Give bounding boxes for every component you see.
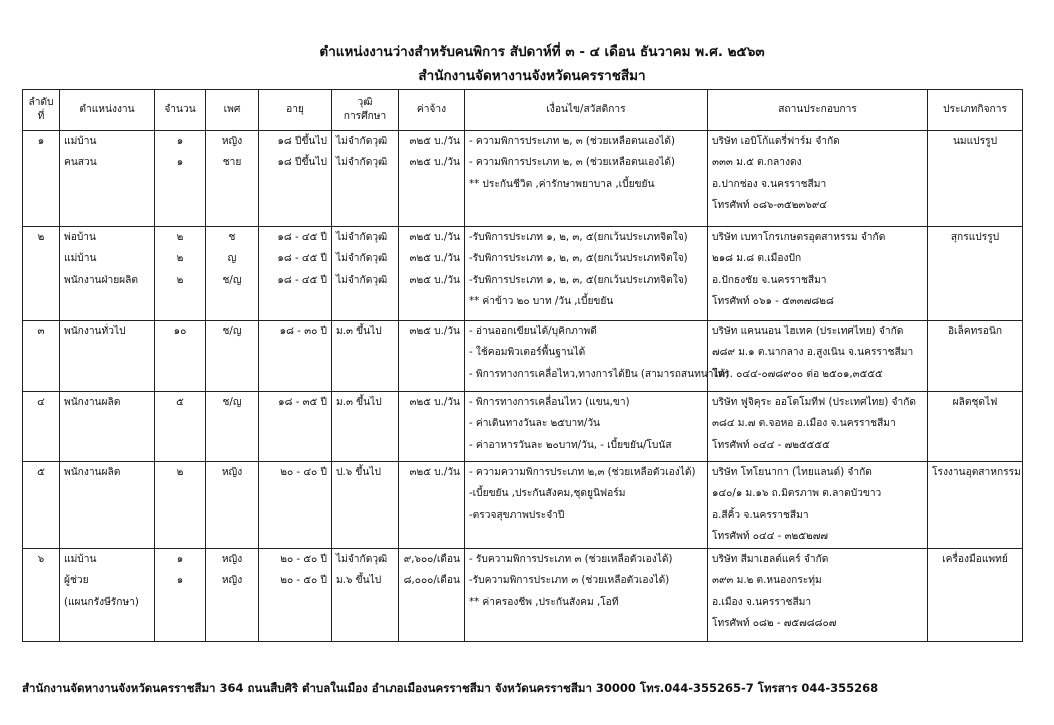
cell-wage xyxy=(399,321,465,392)
cell-line: หญิง xyxy=(221,467,243,478)
cell-count xyxy=(155,462,206,549)
cell-education xyxy=(332,321,399,392)
cell-line: ๓๒๕ บ./วัน xyxy=(409,274,460,286)
cell-line: ๑๘ - ๓๐ ปี xyxy=(279,326,327,337)
cell-education xyxy=(332,549,399,642)
cell-line: ม.๖ ขึ้นไป xyxy=(336,575,382,587)
cell-line: - รับความพิการประเภท ๓ (ช่วยเหลือตัวเองได้) xyxy=(469,554,673,565)
cell-line: ม.๓ ขึ้นไป xyxy=(336,397,382,408)
cell-wage xyxy=(399,131,465,227)
cell-line: ช xyxy=(228,232,236,243)
cell-line: ๑ xyxy=(37,136,45,147)
cell-position xyxy=(60,131,155,227)
cell-line: ๓๓๓ ม.๕ ต.กลางดง xyxy=(712,157,802,169)
cell-line: ๑๘ - ๓๕ ปี xyxy=(278,397,327,408)
cell-line: ** ค่าครองชีพ ,ประกันสังคม ,โอที xyxy=(469,596,619,608)
cell-count xyxy=(155,549,206,642)
cell-line: อิเล็คทรอนิก xyxy=(947,326,1003,337)
cell-position xyxy=(60,549,155,642)
cell-line: ไม่จำกัดวุฒิ xyxy=(336,253,388,265)
cell-line: ๓๒๕ บ./วัน xyxy=(409,397,460,408)
cell-conditions xyxy=(465,462,708,549)
cell-line: ๓๘๔ ม.๗ ต.จอหอ อ.เมือง จ.นครราชสีมา xyxy=(712,418,896,430)
footer-address: สำนักงานจัดหางานจังหวัดนครราชสีมา 364 ถนนสืบศิริ ตำบลในเมือง อำเภอเมืองนครราชสีมา จังหวัดนครราชสีมา 30000 โทร.044-355265-7 โทรสาร 044-355268 xyxy=(22,681,879,695)
cell-line: พนักงานผลิต xyxy=(64,397,121,408)
cell-line: โทรศัพท์ ๐๘๖-๓๕๒๓๖๙๔ xyxy=(712,200,828,212)
cell-line: โรงงานอุตสาหกรรม xyxy=(932,467,1021,478)
cell-position xyxy=(60,392,155,462)
cell-line: ๓๒๕ บ./วัน xyxy=(409,326,460,337)
cell-education xyxy=(332,462,399,549)
cell-business xyxy=(928,549,1023,642)
cell-conditions xyxy=(465,392,708,462)
cell-line: ๓๒๕ บ./วัน xyxy=(409,467,460,478)
cell-line: - ความพิการประเภท ๒, ๓ (ช่วยเหลือตนเองได้) xyxy=(469,157,675,169)
cell-line: ๑๐ xyxy=(173,326,187,337)
cell-line: โทรศัพท์ ๐๔๔ - ๓๒๕๒๗๗ xyxy=(712,531,829,543)
cell-line: ๑๘ - ๔๕ ปี xyxy=(277,253,327,265)
cell-line: แม่บ้าน xyxy=(64,136,97,147)
table-row xyxy=(23,462,1023,549)
cell-line: หญิง xyxy=(221,554,243,565)
cell-line: ม.๓ ขึ้นไป xyxy=(336,326,382,337)
cell-line: ๖ xyxy=(37,554,45,565)
cell-count xyxy=(155,227,206,321)
cell-line: ๑ xyxy=(176,554,184,565)
cell-no xyxy=(23,392,60,462)
cell-line: ๘,๐๐๐/เดือน xyxy=(403,575,460,587)
table-row xyxy=(23,392,1023,462)
cell-business xyxy=(928,462,1023,549)
cell-line: อ.ปักธงชัย จ.นครราชสีมา xyxy=(712,274,827,286)
cell-line: บริษัท โทโยนากา (ไทยแลนด์) จำกัด xyxy=(712,467,872,478)
cell-line: ๑ xyxy=(176,136,184,147)
cell-sex xyxy=(206,392,259,462)
cell-age xyxy=(259,392,332,462)
cell-line: ๙,๖๐๐/เดือน xyxy=(403,554,460,565)
cell-sex xyxy=(206,227,259,321)
cell-line: ๑๘ - ๔๕ ปี xyxy=(277,274,327,286)
cell-line: ไม่จำกัดวุฒิ xyxy=(336,157,388,169)
cell-business xyxy=(928,321,1023,392)
cell-company xyxy=(708,392,928,462)
cell-line: โทรศัพท์ ๐๖๑ - ๕๓๓๗๘๒๘ xyxy=(712,296,834,308)
cell-line: - พิการทางการเคลื่อไหว,ทางการได้ยิน (สามารถสนทนาได้) xyxy=(469,368,730,380)
cell-line: ๕ xyxy=(176,397,184,408)
cell-line: -ตรวจสุขภาพประจำปี xyxy=(469,509,565,521)
cell-line: บริษัท ฟูจิคุระ ออโตโมทีฟ (ประเทศไทย) จำกัด xyxy=(712,397,917,408)
cell-conditions xyxy=(465,549,708,642)
cell-line: (แผนกรังษีรักษา) xyxy=(64,596,139,608)
cell-line: ** ประกันชีวิต ,ค่ารักษาพยาบาล ,เบี้ยขยัน xyxy=(469,178,655,190)
cell-age xyxy=(259,462,332,549)
cell-line: อ.ปากช่อง จ.นครราชสีมา xyxy=(712,178,827,190)
cell-line: ผลิตชุดไฟ xyxy=(952,397,998,408)
header-sex: เพศ xyxy=(206,90,259,131)
cell-line: ๓๒๕ บ./วัน xyxy=(409,157,460,169)
cell-business xyxy=(928,227,1023,321)
cell-line: พ่อบ้าน xyxy=(64,232,96,243)
cell-line: ๗๘๙ ม.๑ ต.นากลาง อ.สูงเนิน จ.นครราชสีมา xyxy=(712,347,914,359)
cell-line: ๑ xyxy=(176,575,184,587)
cell-line: - ความพิการประเภท ๒, ๓ (ช่วยเหลือตนเองได้) xyxy=(469,136,675,147)
cell-line: ช/ญ xyxy=(222,274,242,286)
cell-line: ๓๙๓ ม.๒ ต.หนองกระทุ่ม xyxy=(712,575,822,587)
cell-line: ๑๔๐/๑ ม.๑๖ ถ.มิตรภาพ ต.ลาดบัวขาว xyxy=(712,488,882,500)
table-header-row xyxy=(23,90,1023,131)
header-count: จำนวน xyxy=(155,90,206,131)
cell-company xyxy=(708,462,928,549)
cell-no xyxy=(23,321,60,392)
cell-line: - ความความพิการประเภท ๒,๓ (ช่วยเหลือตัวเองได้) xyxy=(469,467,696,478)
table-row xyxy=(23,131,1023,227)
cell-line: อ.สีคิ้ว จ.นครราชสีมา xyxy=(712,509,809,521)
cell-education xyxy=(332,227,399,321)
cell-no xyxy=(23,549,60,642)
cell-line: ๕ xyxy=(37,467,45,478)
cell-position xyxy=(60,462,155,549)
cell-line: โทร. ๐๔๔-๐๗๘๙๐๐ ต่อ ๒๕๐๑,๓๕๕๕ xyxy=(712,368,883,380)
cell-line: ไม่จำกัดวุฒิ xyxy=(336,274,388,286)
cell-line: -รับพิการประเภท ๑, ๒, ๓, ๕(ยกเว้นประเภทจิตใจ) xyxy=(469,253,688,265)
cell-line: ๒๐ - ๕๐ ปี xyxy=(280,554,327,565)
cell-line: ช/ญ xyxy=(222,397,242,408)
cell-age xyxy=(259,227,332,321)
page-subtitle: สำนักงานจัดหางานจังหวัดนครราชสีมา xyxy=(418,68,646,84)
cell-wage xyxy=(399,392,465,462)
cell-line: ๔ xyxy=(37,397,45,408)
cell-line: ๑๘ ปีขึ้นไป xyxy=(277,157,327,169)
cell-no xyxy=(23,227,60,321)
cell-wage xyxy=(399,462,465,549)
cell-wage xyxy=(399,549,465,642)
cell-conditions xyxy=(465,321,730,392)
header-age: อายุ xyxy=(259,90,332,131)
cell-line: ไม่จำกัดวุฒิ xyxy=(336,136,388,147)
cell-sex xyxy=(206,462,259,549)
table-row xyxy=(23,227,1023,321)
cell-no xyxy=(23,462,60,549)
cell-business xyxy=(928,131,1023,227)
cell-line: -เบี้ยขยัน ,ประกันสังคม,ชุดยูนิฟอร์ม xyxy=(469,488,626,500)
cell-line: ๓๒๕ บ./วัน xyxy=(409,253,460,265)
cell-line: ๒ xyxy=(176,232,184,243)
cell-line: บริษัท เอบิโก้แดรี่ฟาร์ม จำกัด xyxy=(712,136,840,147)
cell-line: ชาย xyxy=(222,157,242,169)
header-wage: ค่าจ้าง xyxy=(399,90,465,131)
cell-line: บริษัท สีมาเฮลต์แคร์ จำกัด xyxy=(712,554,829,565)
cell-line: นมแปรรูป xyxy=(952,136,998,147)
cell-line: -รับพิการประเภท ๑, ๒, ๓, ๕(ยกเว้นประเภทจิตใจ) xyxy=(469,274,688,286)
header-business: ประเภทกิจการ xyxy=(928,90,1023,131)
header-company: สถานประกอบการ xyxy=(708,90,928,131)
cell-age xyxy=(259,321,332,392)
cell-business xyxy=(928,392,1023,462)
cell-line: หญิง xyxy=(221,575,243,587)
cell-sex xyxy=(206,321,259,392)
cell-line: พนักงานทั่วไป xyxy=(64,326,126,337)
cell-line: ๒ xyxy=(176,467,184,478)
cell-line: ๓๒๕ บ./วัน xyxy=(409,232,460,243)
header-position: ตำแหน่งงาน xyxy=(60,90,155,131)
cell-sex xyxy=(206,549,259,642)
header-conditions: เงื่อนไข/สวัสดิการ xyxy=(465,90,708,131)
cell-education xyxy=(332,131,399,227)
cell-line: ๑๘ - ๔๕ ปี xyxy=(277,232,327,243)
cell-position xyxy=(60,227,155,321)
cell-sex xyxy=(206,131,259,227)
cell-company xyxy=(708,131,928,227)
table-row xyxy=(23,321,1023,392)
cell-line: ไม่จำกัดวุฒิ xyxy=(336,232,388,243)
header-education: วุฒิ การศึกษา xyxy=(332,90,399,131)
cell-line: ๑ xyxy=(176,157,184,169)
cell-count xyxy=(155,392,206,462)
cell-line: ช/ญ xyxy=(222,326,242,337)
cell-line: ** ค่าข้าว ๒๐ บาท /วัน ,เบี้ยขยัน xyxy=(469,296,614,308)
cell-count xyxy=(155,131,206,227)
cell-line: - พิการทางการเคลื่อนไหว (แขน,ขา) xyxy=(469,397,630,408)
cell-line: พนักงานฝ่ายผลิต xyxy=(64,274,138,286)
cell-line: พนักงานผลิต xyxy=(64,467,121,478)
cell-position xyxy=(60,321,155,392)
cell-line: -รับพิการประเภท ๑, ๒, ๓, ๕(ยกเว้นประเภทจิตใจ) xyxy=(469,232,688,243)
cell-wage xyxy=(399,227,465,321)
cell-age xyxy=(259,131,332,227)
cell-line: แม่บ้าน xyxy=(64,253,97,265)
cell-line: ผู้ช่วย xyxy=(64,575,89,587)
cell-line: บริษัท แคนนอน ไฮเทค (ประเทศไทย) จำกัด xyxy=(712,326,904,337)
cell-line: โทรศัพท์ ๐๘๒ - ๗๕๗๘๘๐๗ xyxy=(712,618,837,630)
cell-line: ๓๒๕ บ./วัน xyxy=(409,136,460,147)
page-title: ตำแหน่งงานว่างสำหรับคนพิการ สัปดาห์ที่ ๓ - ๔ เดือน ธันวาคม พ.ศ. ๒๕๖๓ xyxy=(319,44,765,60)
cell-line: ๒ xyxy=(176,253,184,265)
cell-line: เครื่องมือแพทย์ xyxy=(942,554,1008,565)
cell-line: ไม่จำกัดวุฒิ xyxy=(336,554,388,565)
table-row xyxy=(23,549,1023,642)
cell-line: ๒ xyxy=(37,232,45,243)
cell-line: คนสวน xyxy=(64,157,97,169)
cell-no xyxy=(23,131,60,227)
header-no: ลำดับ ที่ xyxy=(23,90,60,131)
cell-line: - ค่าเดินทางวันละ ๒๕บาท/วัน xyxy=(469,418,601,430)
cell-line: สุกรแปรรูป xyxy=(950,232,1000,243)
cell-line: ๒๐ - ๔๐ ปี xyxy=(280,467,327,478)
cell-line: ๒๐ - ๕๐ ปี xyxy=(280,575,327,587)
cell-line: หญิง xyxy=(221,136,243,147)
cell-line: โทรศัพท์ ๐๔๔ - ๗๒๕๕๕๕ xyxy=(712,439,830,451)
cell-company xyxy=(708,227,928,321)
cell-line: - อ่านออกเขียนได้/บุคิกภาพดี xyxy=(469,326,597,337)
cell-line: แม่บ้าน xyxy=(64,554,97,565)
cell-company xyxy=(708,549,928,642)
cell-line: ป.๖ ขึ้นไป xyxy=(336,467,381,478)
cell-company xyxy=(708,321,928,392)
jobs-table xyxy=(22,89,1023,642)
cell-line: ๓ xyxy=(37,326,45,337)
cell-conditions xyxy=(465,227,708,321)
cell-line: ๑๘ ปีขึ้นไป xyxy=(277,136,327,147)
cell-line: - ค่าอาหารวันละ ๒๐บาท/วัน, - เบี้ยขยัน/โบนัส xyxy=(469,439,672,451)
cell-line: ๒๑๘ ม.๘ ต.เมืองปัก xyxy=(712,253,802,265)
cell-education xyxy=(332,392,399,462)
cell-line: -รับความพิการประเภท ๓ (ช่วยเหลือตัวเองได้) xyxy=(469,575,670,587)
cell-conditions xyxy=(465,131,708,227)
cell-line: ๒ xyxy=(176,274,184,286)
cell-line: บริษัท เบทาโกรเกษตรอุตสาหรรม จำกัด xyxy=(712,232,886,243)
cell-line: - ใช้คอมพิวเตอร์พื้นฐานได้ xyxy=(469,347,586,359)
cell-line: ญ xyxy=(227,253,237,265)
cell-age xyxy=(259,549,332,642)
cell-line: อ.เมือง จ.นครราชสีมา xyxy=(712,596,812,608)
cell-count xyxy=(155,321,206,392)
